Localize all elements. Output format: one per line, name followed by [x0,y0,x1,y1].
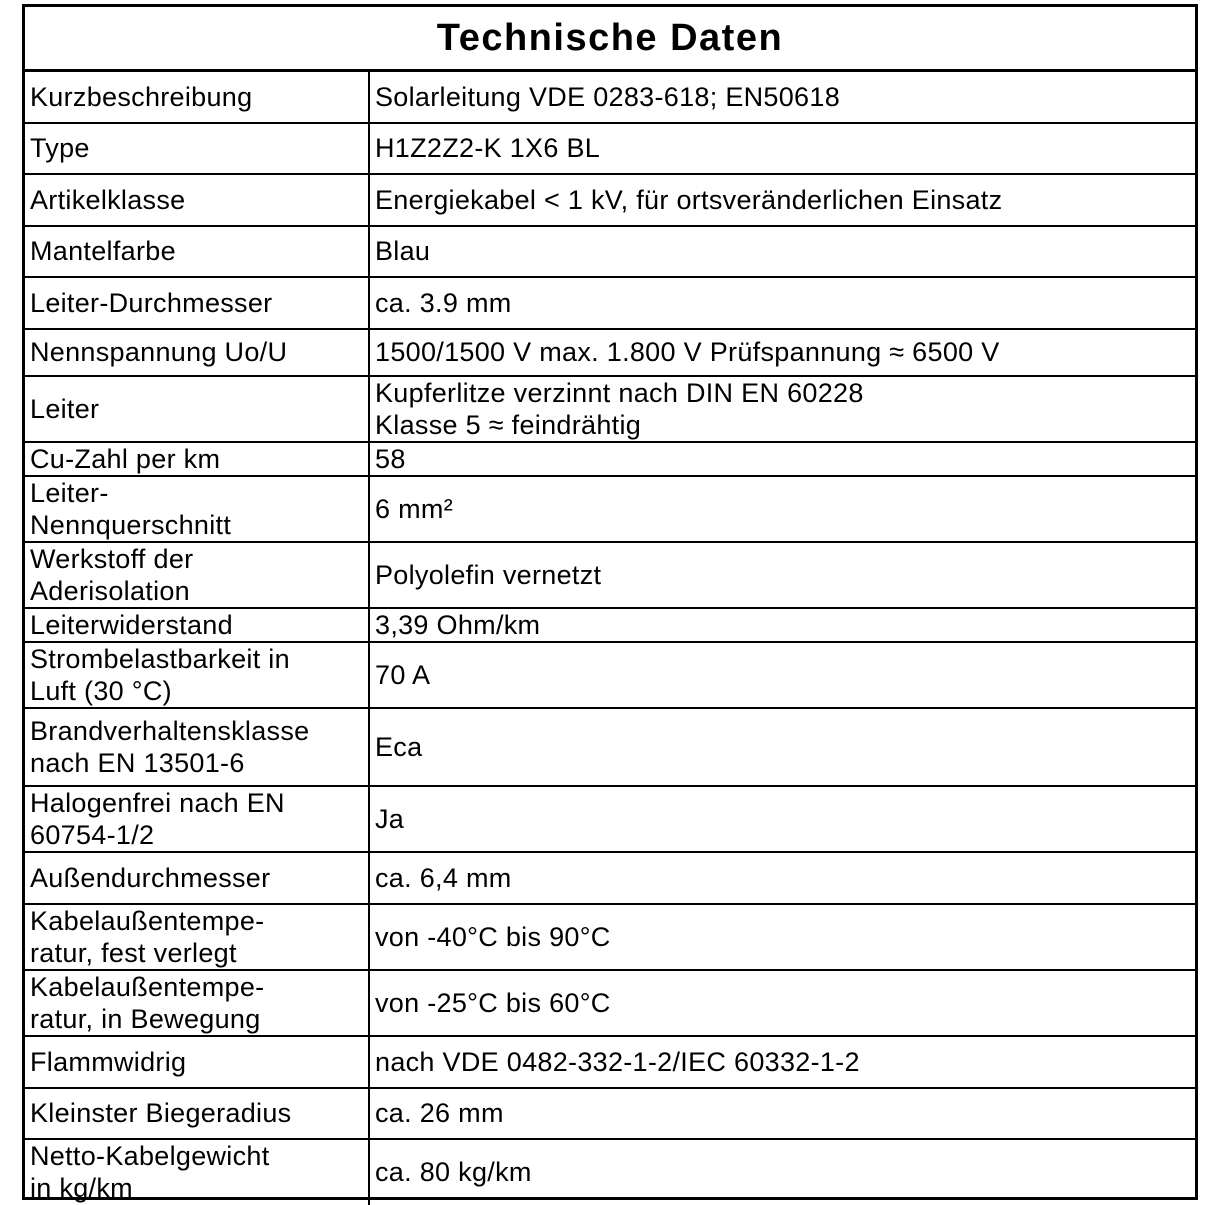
row-value: ca. 3.9 mm [369,277,1195,329]
row-label: Leiter- Nennquerschnitt [25,476,369,542]
row-label: Cu-Zahl per km [25,442,369,476]
table-row [25,174,1195,226]
row-label: Netto-Kabelgewicht in kg/km [25,1139,369,1205]
table-row [25,1088,1195,1139]
row-value: ca. 6,4 mm [369,852,1195,904]
row-value: Ja [369,786,1195,852]
row-label: Brandverhaltensklasse nach EN 13501-6 [25,708,369,786]
table-row [25,1036,1195,1088]
row-label: Mantelfarbe [25,226,369,277]
row-value: 3,39 Ohm/km [369,608,1195,642]
table-row [25,708,1195,786]
row-label: Außendurchmesser [25,852,369,904]
table-row [25,1139,1195,1205]
row-value: 70 A [369,642,1195,708]
row-label: Flammwidrig [25,1036,369,1088]
row-value: von -25°C bis 60°C [369,970,1195,1036]
row-label: Kurzbeschreibung [25,71,369,123]
table-row [25,852,1195,904]
row-label: Artikelklasse [25,174,369,226]
row-value: Solarleitung VDE 0283-618; EN50618 [369,71,1195,123]
row-value: von -40°C bis 90°C [369,904,1195,970]
row-label: Kabelaußentempe- ratur, in Bewegung [25,970,369,1036]
table-row [25,376,1195,442]
row-label: Halogenfrei nach EN 60754-1/2 [25,786,369,852]
row-value: 1500/1500 V max. 1.800 V Prüfspannung ≈ 6500 V [369,329,1195,376]
row-value: Polyolefin vernetzt [369,542,1195,608]
row-value: H1Z2Z2-K 1X6 BL [369,123,1195,174]
row-label: Leiter-Durchmesser [25,277,369,329]
row-label: Kabelaußentempe- ratur, fest verlegt [25,904,369,970]
table-title: Technische Daten [25,7,1195,71]
row-value: Eca [369,708,1195,786]
table-row [25,642,1195,708]
table-row [25,71,1195,123]
row-value: Kupferlitze verzinnt nach DIN EN 60228 Klasse 5 ≈ feindrähtig [369,376,1195,442]
row-label: Nennspannung Uo/U [25,329,369,376]
table-row [25,970,1195,1036]
row-value: 6 mm² [369,476,1195,542]
table-row [25,329,1195,376]
technical-data-table [25,7,1195,1205]
table-row [25,608,1195,642]
table-row [25,442,1195,476]
row-label: Werkstoff der Aderisolation [25,542,369,608]
table-row [25,786,1195,852]
table-row [25,904,1195,970]
row-label: Kleinster Biegeradius [25,1088,369,1139]
table-body [25,71,1195,1205]
row-value: ca. 80 kg/km [369,1139,1195,1205]
table-row [25,542,1195,608]
row-value: ca. 26 mm [369,1088,1195,1139]
row-label: Leiterwiderstand [25,608,369,642]
row-value: nach VDE 0482-332-1-2/IEC 60332-1-2 [369,1036,1195,1088]
row-label: Leiter [25,376,369,442]
table-row [25,476,1195,542]
table-row [25,277,1195,329]
row-value: Blau [369,226,1195,277]
technical-data-sheet [22,4,1198,1203]
row-label: Type [25,123,369,174]
table-row [25,123,1195,174]
row-value: 58 [369,442,1195,476]
table-row [25,226,1195,277]
title-row [25,7,1195,71]
row-label: Strombelastbarkeit in Luft (30 °C) [25,642,369,708]
row-value: Energiekabel < 1 kV, für ortsveränderlichen Einsatz [369,174,1195,226]
